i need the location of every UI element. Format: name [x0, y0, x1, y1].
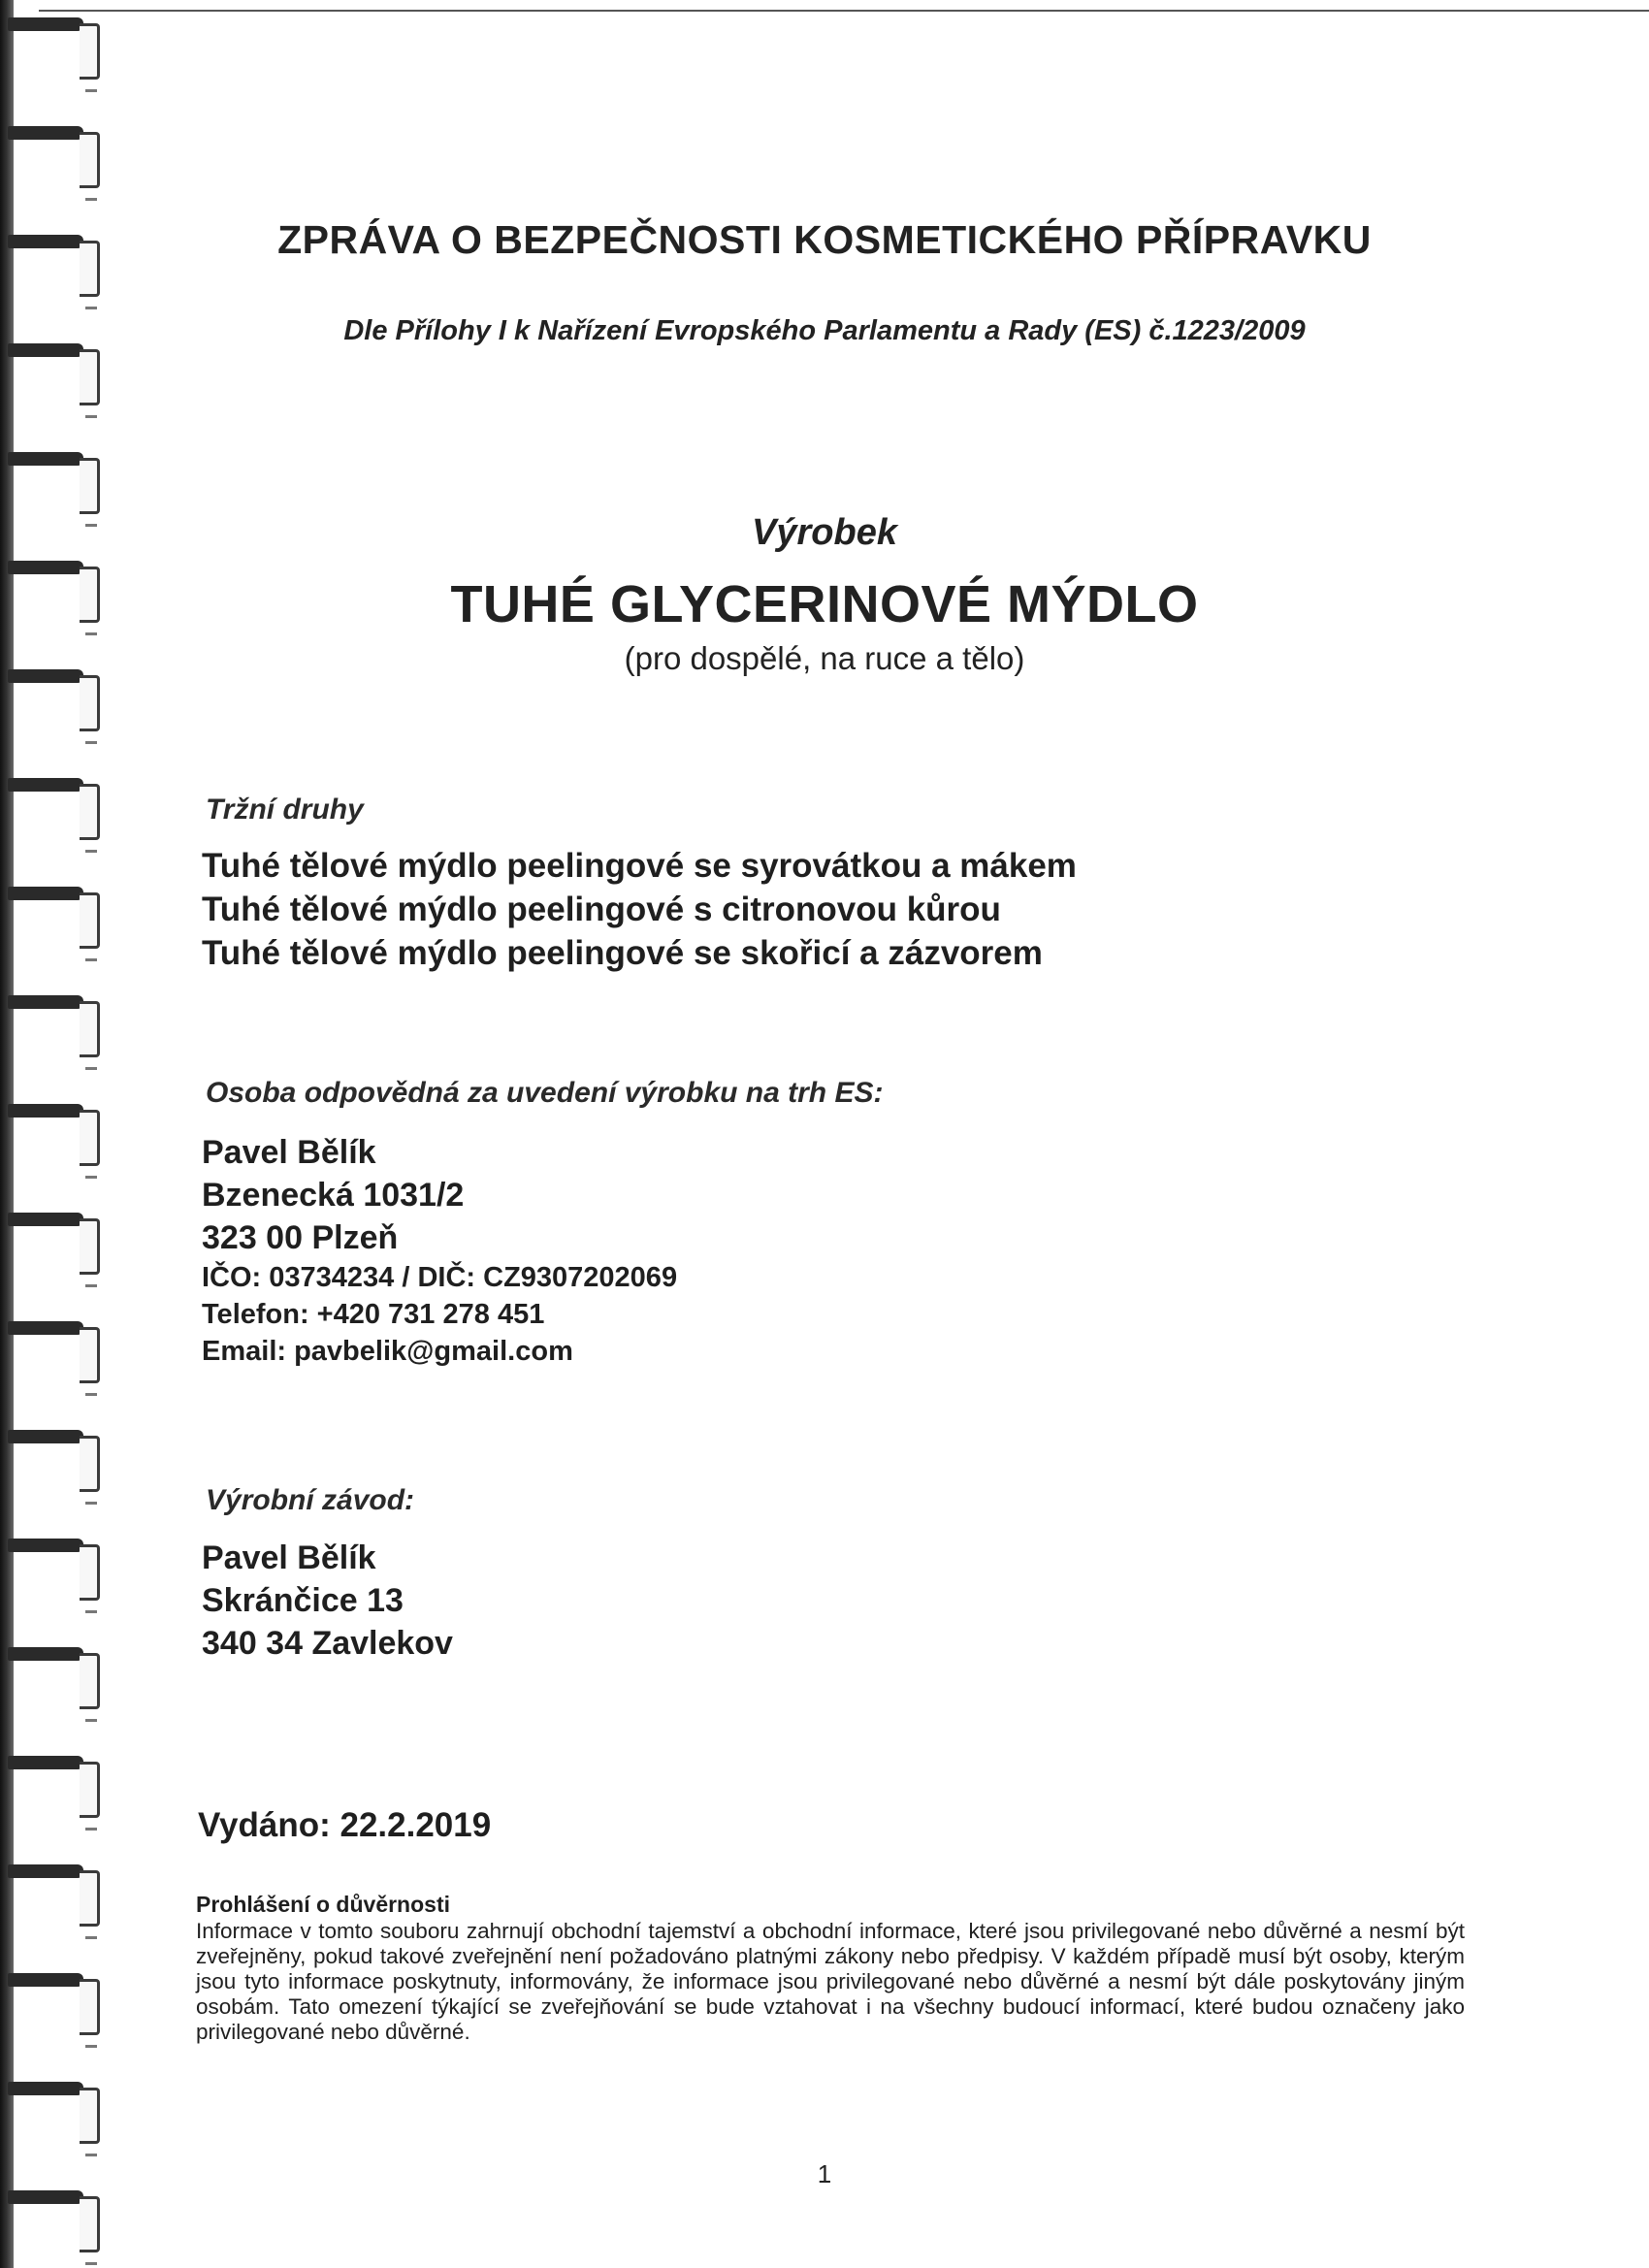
- binding-ring: [8, 669, 91, 731]
- list-item: Tuhé tělové mýdlo peelingové se syrovátkou a mákem: [202, 847, 1077, 885]
- email-address: Email: pavbelik@gmail.com: [202, 1336, 573, 1367]
- factory-label: Výrobní závod:: [206, 1484, 415, 1516]
- binding-ring: [8, 17, 91, 80]
- responsible-person-street: Bzenecká 1031/2: [202, 1177, 465, 1214]
- market-types-label: Tržní druhy: [206, 794, 364, 826]
- responsible-person-city: 323 00 Plzeň: [202, 1219, 399, 1256]
- binding-ring: [8, 452, 91, 514]
- company-ids: IČO: 03734234 / DIČ: CZ9307202069: [202, 1262, 678, 1293]
- top-edge-line: [39, 10, 1649, 12]
- binding-ring: [8, 778, 91, 840]
- binding-ring: [8, 1756, 91, 1818]
- binding-ring: [8, 561, 91, 623]
- binding-ring: [8, 126, 91, 188]
- factory-block: [202, 1537, 453, 1665]
- list-item: Tuhé tělové mýdlo peelingové s citronovou kůrou: [202, 891, 1001, 928]
- binding-ring: [8, 1430, 91, 1492]
- product-label: Výrobek: [752, 512, 897, 553]
- regulation-reference: Dle Přílohy I k Nařízení Evropského Parlamentu a Rady (ES) č.1223/2009: [343, 315, 1306, 346]
- binding-ring: [8, 995, 91, 1057]
- responsible-person-block: [202, 1131, 677, 1370]
- market-types-list: [202, 844, 1077, 975]
- binding-ring: [8, 1864, 91, 1927]
- factory-city: 340 34 Zavlekov: [202, 1625, 453, 1662]
- report-title: ZPRÁVA O BEZPEČNOSTI KOSMETICKÉHO PŘÍPRAVKU: [277, 217, 1372, 262]
- factory-street: Skránčice 13: [202, 1582, 404, 1619]
- responsible-person-name: Pavel Bělík: [202, 1134, 376, 1171]
- binding-ring: [8, 2190, 91, 2252]
- binding-ring: [8, 1213, 91, 1275]
- binding-ring: [8, 1647, 91, 1709]
- issue-date: Vydáno: 22.2.2019: [198, 1806, 492, 1844]
- binding-ring: [8, 343, 91, 405]
- binding-ring: [8, 235, 91, 297]
- binding-ring: [8, 1973, 91, 2035]
- responsible-person-label: Osoba odpovědná za uvedení výrobku na trh ES:: [206, 1077, 884, 1109]
- list-item: Tuhé tělové mýdlo peelingové se skořicí a zázvorem: [202, 934, 1043, 972]
- binding-ring: [8, 887, 91, 949]
- confidentiality-text: Informace v tomto souboru zahrnují obchodní tajemství a obchodní informace, které jsou privilegované nebo důvěrné a nesmí být zveřejněny, pokud takové zveřejnění není požadováno platnými zákony nebo předpisy. V každém případě musí být osoby, kterým jsou tyto informace poskytnuty, informovány, že informace jsou privilegované nebo důvěrné a nesmí být dále poskytovány jiným osobám. Tato omezení týkající se zveřejňování se bude vztahovat i na všechny budoucí informací, které budou označeny jako privilegované nebo důvěrné.: [196, 1919, 1465, 2044]
- binding-ring: [8, 1321, 91, 1383]
- product-note: (pro dospělé, na ruce a tělo): [624, 640, 1025, 676]
- binding-ring: [8, 2082, 91, 2144]
- phone-number: Telefon: +420 731 278 451: [202, 1299, 545, 1330]
- spiral-binding: [0, 0, 107, 2268]
- binding-ring: [8, 1539, 91, 1601]
- confidentiality-heading: Prohlášení o důvěrnosti: [196, 1892, 450, 1917]
- product-name: TUHÉ GLYCERINOVÉ MÝDLO: [450, 575, 1199, 633]
- page-number: 1: [817, 2159, 832, 2188]
- factory-name: Pavel Bělík: [202, 1539, 376, 1576]
- binding-ring: [8, 1104, 91, 1166]
